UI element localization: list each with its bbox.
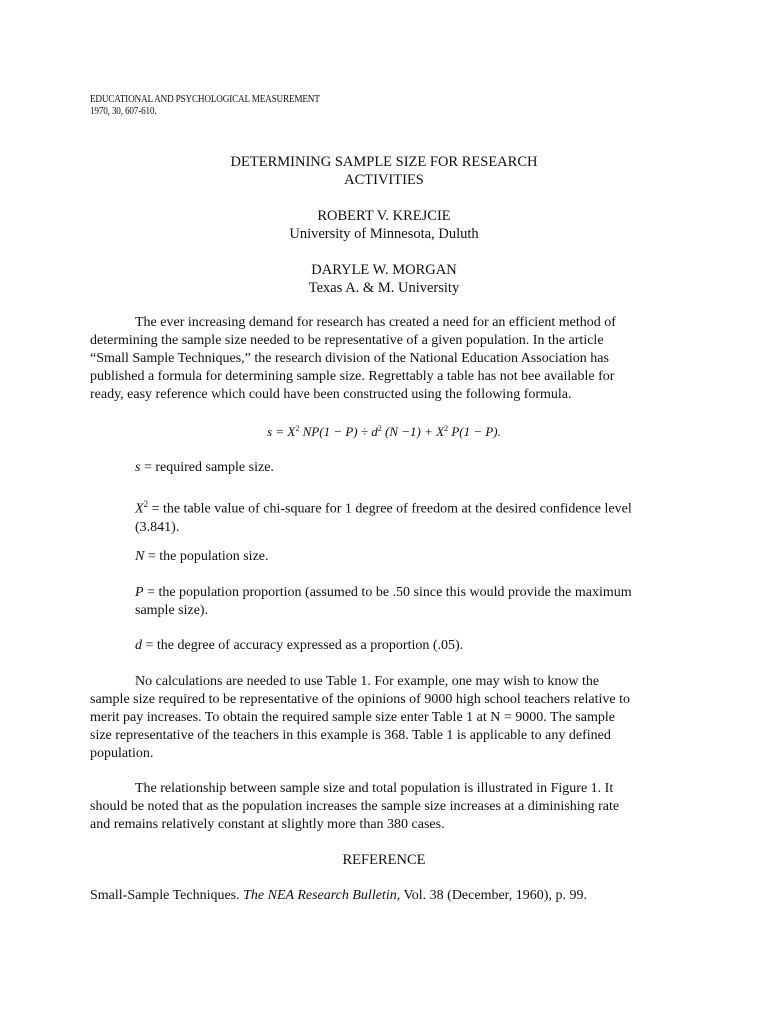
definition-text: = the population proportion (assumed to be .50 since this would provide the maximum [143,585,632,600]
text-line: should be noted that as the population increases the sample size increases at a diminishing rate [90,799,620,814]
author-name: ROBERT V. KREJCIE [317,208,451,224]
text-line: ready, easy reference which could have been constructed using the following formula. [90,387,572,402]
author-name: DARYLE W. MORGAN [311,262,457,278]
intro-paragraph [90,314,686,404]
definition-text: = the degree of accuracy expressed as a proportion (.05). [142,638,464,653]
relationship-paragraph [90,780,686,834]
formula-part: s = X [267,424,296,439]
reference-text: Small-Sample Techniques. [90,888,244,903]
variable-symbol: X [135,501,144,517]
text-line: population. [90,746,154,761]
journal-header [90,94,320,118]
variable-symbol: s [135,460,141,475]
table-usage-paragraph [90,673,686,763]
definition-text: (3.841). [135,519,180,535]
definition-text: sample size). [135,603,209,618]
sample-size-formula [0,420,768,441]
text-line: The ever increasing demand for research has created a need for an efficient method of [135,315,616,330]
author-block-1 [0,207,768,243]
formula-part: NP(1 − P) ÷ d [302,424,378,439]
text-line: size representative of the teachers in this example is 368. Table 1 is applicable to any defined [90,728,611,743]
text-line: The relationship between sample size and total population is illustrated in Figure 1. It [135,781,614,796]
text-line: No calculations are needed to use Table 1. For example, one may wish to know the [135,674,600,689]
formula-exponent: 2 [295,424,300,433]
variable-symbol: P [135,585,144,600]
formula-exponent: 2 [444,424,449,433]
author-affiliation: Texas A. & M. University [308,280,460,296]
paper-title-line-2: ACTIVITIES [344,172,424,188]
definition-text: = required sample size. [140,460,274,475]
text-line: and remains relatively constant at slightly more than 380 cases. [90,817,445,832]
definition-d [135,637,695,655]
variable-symbol: d [135,638,142,653]
author-block-2 [0,261,768,297]
definition-n [135,548,695,566]
text-line: merit pay increases. To obtain the required sample size enter Table 1 at N = 9000. The sample [90,710,615,725]
formula-part: (N −1) + X [385,424,445,439]
variable-symbol: N [135,549,145,564]
text-line: sample size required to be representative of the opinions of 9000 high school teachers relative to [90,692,630,707]
paper-title-line-1: DETERMINING SAMPLE SIZE FOR RESEARCH [230,154,538,170]
author-affiliation: University of Minnesota, Duluth [289,226,479,242]
text-line: determining the sample size needed to be representative of a given population. In the article [90,333,604,348]
paper-title [0,153,768,189]
text-line: “Small Sample Techniques,” the research division of the National Education Association has [90,351,609,366]
definition-text: = the table value of chi-square for 1 degree of freedom at the desired confidence level [148,501,632,517]
formula-part: P(1 − P). [451,424,501,439]
definition-s [135,459,695,477]
variable-exponent: 2 [143,499,149,509]
definition-p [135,584,695,620]
journal-citation: 1970, 30, 607-610. [90,106,157,117]
reference-text: , Vol. 38 (December, 1960), p. 99. [396,888,587,903]
definition-chi-square [135,495,695,537]
reference-entry [90,887,587,905]
journal-name: EDUCATIONAL AND PSYCHOLOGICAL MEASUREMENT [90,94,320,105]
formula-exponent: 2 [377,424,382,433]
text-line: published a formula for determining sample size. Regrettably a table has not bee available for [90,369,615,384]
reference-journal: The NEA Research Bulletin [243,888,397,903]
reference-heading: REFERENCE [342,852,426,868]
definition-text: = the population size. [144,549,269,564]
